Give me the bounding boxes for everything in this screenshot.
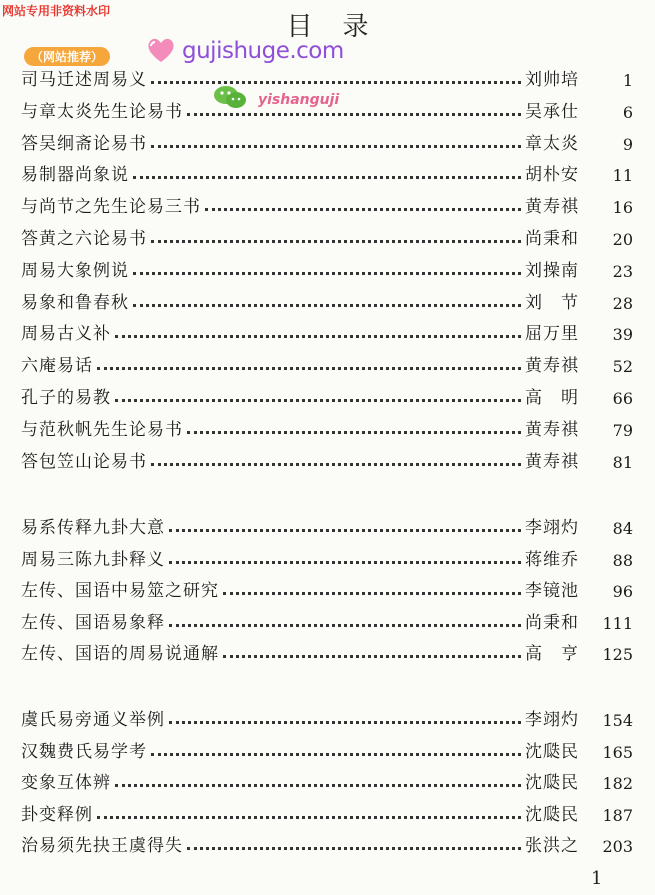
toc-entry <box>21 410 633 440</box>
toc-entry-author: 张洪之 <box>525 836 579 856</box>
toc-entry <box>21 314 633 344</box>
toc-entry <box>21 219 633 249</box>
toc-leader-dots <box>205 208 521 211</box>
toc-entry-author: 沈瓞民 <box>525 804 579 825</box>
toc-entry-title: 左传、国语的周易说通解 <box>21 644 219 664</box>
toc-entry-page: 52 <box>612 357 633 377</box>
toc-leader-dots <box>115 784 521 787</box>
toc-entry-author: 高 明 <box>525 388 579 408</box>
toc-entry-page: 84 <box>612 519 633 538</box>
toc-entry-page: 66 <box>612 389 633 408</box>
toc-entry-title: 虞氏易旁通义举例 <box>21 710 165 730</box>
toc-entry-title: 变象互体辨 <box>21 773 111 793</box>
toc-leader-dots <box>97 816 521 819</box>
toc-leader-dots <box>133 304 521 307</box>
toc-entry-title: 与章太炎先生论易书 <box>21 101 183 122</box>
toc-entry-author: 吴承仕 <box>525 101 579 122</box>
toc-entry-page: 187 <box>602 805 633 825</box>
toc-entry <box>21 442 633 472</box>
toc-leader-dots <box>169 561 521 564</box>
toc-entry-page: 1 <box>622 71 633 90</box>
toc-entry-page: 96 <box>612 582 633 601</box>
toc-entry-page: 39 <box>612 325 633 345</box>
toc-entry <box>21 700 633 730</box>
toc-entry-author: 李镜池 <box>525 581 579 601</box>
toc-entry <box>21 795 633 825</box>
toc-entry-page: 28 <box>612 293 633 313</box>
toc-entry-page: 16 <box>612 198 633 218</box>
toc-leader-dots <box>223 655 521 658</box>
toc-entry-author: 李翊灼 <box>525 518 579 538</box>
toc-entry-page: 11 <box>612 166 633 186</box>
toc-entry-title: 与范秋帆先生论易书 <box>21 419 183 440</box>
toc-leader-dots <box>151 81 521 84</box>
toc-leader-dots <box>115 335 521 338</box>
watermark-site-secondary: yishanguji <box>258 92 340 108</box>
watermark-site: gujishuge.com <box>182 38 344 64</box>
toc-entry-title: 孔子的易教 <box>21 388 111 408</box>
toc-leader-dots <box>187 113 521 116</box>
toc-entry-page: 79 <box>612 420 633 440</box>
toc-entry <box>21 603 633 633</box>
toc-entry-author: 黄寿祺 <box>525 419 579 440</box>
toc-entry-page: 9 <box>622 134 633 154</box>
toc-leader-dots <box>133 272 521 275</box>
toc-entry-page: 154 <box>602 711 633 730</box>
toc-leader-dots <box>151 463 521 466</box>
toc-entry-author: 刘帅培 <box>525 70 579 90</box>
toc-entry-page: 23 <box>612 261 633 281</box>
toc-entry-author: 刘操南 <box>525 260 579 281</box>
watermark-badge: （网站推荐） <box>24 47 110 66</box>
toc-entry <box>21 346 633 376</box>
toc-entry-page: 182 <box>602 774 633 793</box>
toc-leader-dots <box>169 624 521 627</box>
toc-entry-title: 六庵易话 <box>21 356 93 377</box>
page-title: 目录 <box>286 12 399 42</box>
toc-entry <box>21 571 633 601</box>
toc-entry <box>21 187 633 217</box>
toc-leader-dots <box>133 176 521 179</box>
toc-entry-page: 88 <box>612 550 633 570</box>
toc-leader-dots <box>151 145 521 148</box>
watermark-banner: 网站专用非资料水印 <box>2 4 111 18</box>
toc-entry-title: 答黄之六论易书 <box>21 229 147 249</box>
toc-entry-author: 胡朴安 <box>525 165 579 186</box>
toc-leader-dots <box>169 721 521 724</box>
toc-entry-title: 周易大象例说 <box>21 260 129 281</box>
toc-entry-author: 高 亨 <box>525 644 579 664</box>
toc-leader-dots <box>97 367 521 370</box>
toc-entry-title: 易系传释九卦大意 <box>21 518 165 538</box>
toc-entry-author: 黄寿祺 <box>525 197 579 218</box>
toc-entry-page: 125 <box>602 645 633 664</box>
toc-entry <box>21 92 633 122</box>
toc-entry-title: 答包笠山论易书 <box>21 451 147 472</box>
toc-entry-page: 203 <box>602 837 633 856</box>
toc-leader-dots <box>223 592 521 595</box>
toc-entry-author: 尚秉和 <box>525 229 579 249</box>
toc-entry-author: 屈万里 <box>525 324 579 345</box>
toc-entry-title: 易象和鲁春秋 <box>21 292 129 313</box>
toc-leader-dots <box>115 399 521 402</box>
toc-entry-title: 司马迁述周易义 <box>21 70 147 90</box>
toc-entry-page: 111 <box>602 613 633 633</box>
toc-entry-page: 81 <box>612 452 633 472</box>
toc-entry-author: 刘 节 <box>525 292 579 313</box>
toc-leader-dots <box>187 431 521 434</box>
toc-entry <box>21 283 633 313</box>
toc-entry <box>21 155 633 185</box>
toc-entry <box>21 378 633 408</box>
toc-entry-author: 章太炎 <box>525 133 579 154</box>
toc-entry-author: 蒋维乔 <box>525 549 579 570</box>
toc-entry-page: 165 <box>602 742 633 762</box>
toc-entry-title: 左传、国语易象释 <box>21 612 165 633</box>
page-number: 1 <box>591 868 603 889</box>
toc-entry <box>21 124 633 154</box>
toc-entry <box>21 540 633 570</box>
toc-entry-author: 尚秉和 <box>525 612 579 633</box>
toc-entry-author: 沈瓞民 <box>525 773 579 793</box>
toc-entry <box>21 634 633 664</box>
toc-leader-dots <box>187 847 521 850</box>
toc-entry <box>21 826 633 856</box>
toc-entry-author: 李翊灼 <box>525 710 579 730</box>
toc-entry-title: 周易三陈九卦释义 <box>21 549 165 570</box>
toc-entry-title: 周易古义补 <box>21 324 111 345</box>
toc-entry-author: 黄寿祺 <box>525 356 579 377</box>
toc-entry <box>21 508 633 538</box>
toc-leader-dots <box>169 529 521 532</box>
toc-entry <box>21 763 633 793</box>
toc-entry-title: 与尚节之先生论易三书 <box>21 197 201 218</box>
toc-leader-dots <box>151 753 521 756</box>
toc-entry-title: 汉魏费氏易学考 <box>21 741 147 762</box>
toc-entry-title: 卦变释例 <box>21 804 93 825</box>
toc-entry-page: 6 <box>622 102 633 122</box>
toc-entry <box>21 732 633 762</box>
toc-entry-title: 左传、国语中易筮之研究 <box>21 581 219 601</box>
toc-entry-page: 20 <box>612 230 633 249</box>
toc-entry-title: 答吴䌹斋论易书 <box>21 133 147 154</box>
toc-entry-title: 易制器尚象说 <box>21 165 129 186</box>
toc-entry <box>21 60 633 90</box>
toc-entry <box>21 251 633 281</box>
toc-entry-author: 黄寿祺 <box>525 451 579 472</box>
toc-entry-author: 沈瓞民 <box>525 741 579 762</box>
toc-leader-dots <box>151 240 521 243</box>
toc-entry-title: 治易须先抉王虞得失 <box>21 836 183 856</box>
